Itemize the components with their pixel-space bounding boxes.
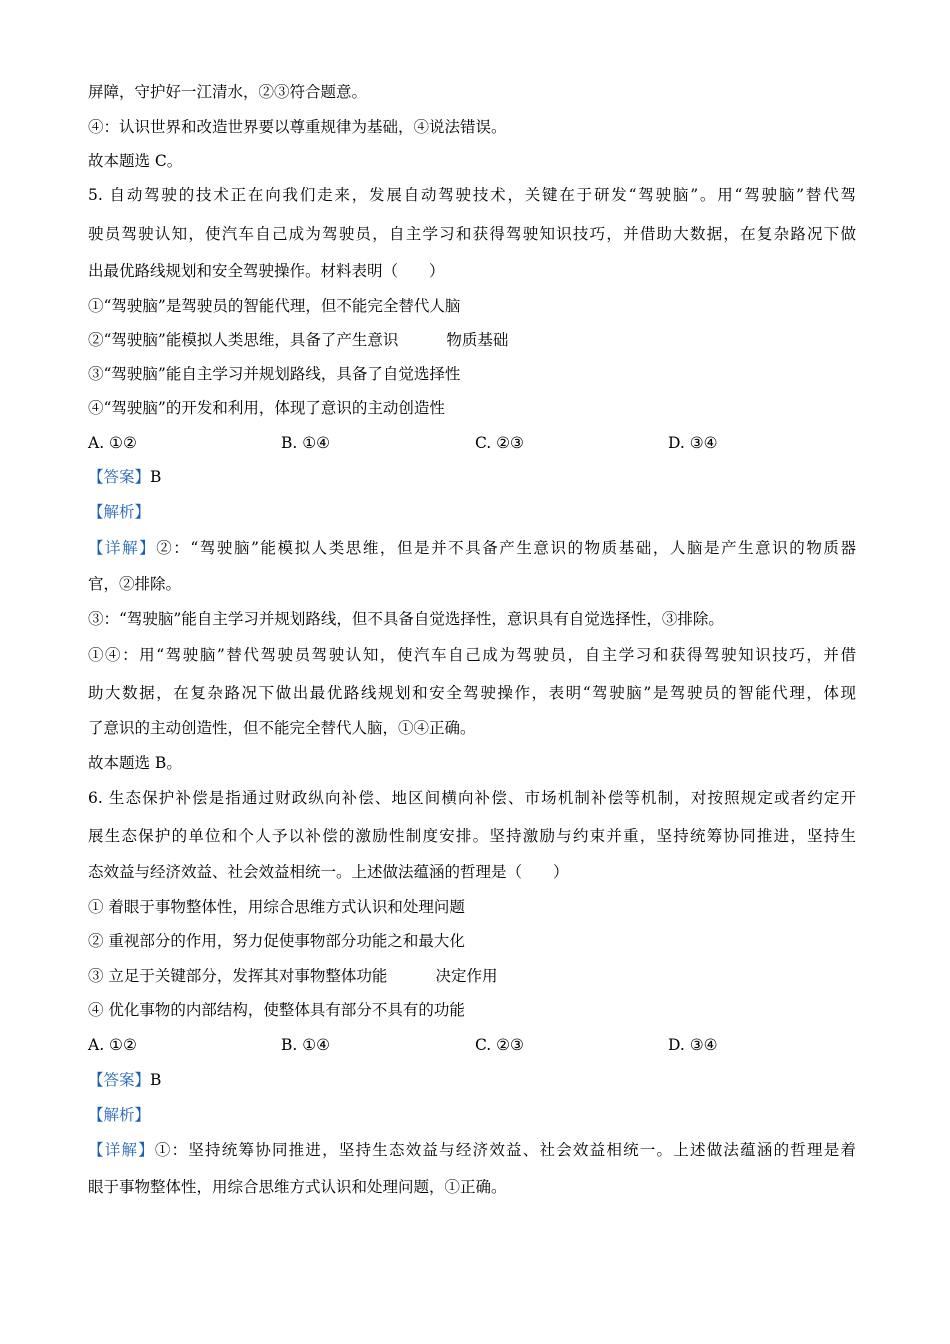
text-line: 了意识的主动创造性，但不能完全替代人脑，①④正确。 — [88, 719, 476, 737]
statement-2 — [88, 330, 508, 350]
option-b: B. ①④ — [281, 1036, 331, 1054]
text-line: 眼于事物整体性，用综合思维方式认识和处理问题，①正确。 — [88, 1178, 507, 1196]
text-line: 屏障，守护好一江清水，②③符合题意。 — [88, 83, 368, 101]
text-line: ①④：用“驾驶脑”替代驾驶员驾驶认知，使汽车自己成为驾驶员，自主学习和获得驾驶知识技巧，并借 — [88, 646, 856, 664]
analysis-line — [88, 502, 150, 522]
question-5-stem: 5. 自动驾驶的技术正在向我们走来，发展自动驾驶技术，关键在于研发“驾驶脑”。用“驾驶脑”替代驾 — [88, 186, 856, 204]
option-b: B. ①④ — [281, 434, 331, 452]
question-6-stem: 态效益与经济效益、社会效益相统一。上述做法蕴涵的哲理是（ ） — [88, 863, 569, 881]
answer-value: B — [150, 468, 162, 486]
analysis-tag: 【解析】 — [88, 503, 151, 521]
statement-1: ① 着眼于事物整体性，用综合思维方式认识和处理问题 — [88, 898, 465, 916]
detail-line — [88, 538, 856, 558]
detail-line — [88, 1140, 856, 1160]
detail-tag: 【详解】 — [88, 1141, 155, 1159]
statement-3 — [88, 966, 497, 986]
question-6-stem: 6. 生态保护补偿是指通过财政纵向补偿、地区间横向补偿、市场机制补偿等机制，对按照规定或者约定开 — [88, 789, 856, 807]
text-line: 故本题选 B。 — [88, 754, 182, 772]
question-6-stem: 展生态保护的单位和个人予以补偿的激励性制度安排。坚持激励与约束并重，坚持统筹协同推进，坚持生 — [88, 827, 856, 845]
statement-3: ③“驾驶脑”能自主学习并规划路线，具备了自觉选择性 — [88, 365, 461, 383]
answer-value: B — [150, 1071, 162, 1089]
option-d: D. ③④ — [668, 1036, 718, 1054]
statement-4: ④“驾驶脑”的开发和利用，体现了意识的主动创造性 — [88, 399, 445, 417]
answer-line — [88, 1070, 161, 1090]
statement-text: ②“驾驶脑”能模拟人类思维，具备了产生意识 — [88, 331, 399, 349]
detail-tag: 【详解】 — [88, 539, 157, 557]
text-line: ③：“驾驶脑”能自主学习并规划路线，但不具备自觉选择性，意识具有自觉选择性，③排除。 — [88, 610, 724, 628]
analysis-line — [88, 1105, 150, 1125]
statement-text: ③ 立足于关键部分，发挥其对事物整体功能 — [88, 967, 388, 985]
statement-2: ② 重视部分的作用，努力促使事物部分功能之和最大化 — [88, 932, 465, 950]
option-a: A. ①② — [88, 1036, 137, 1054]
answer-tag: 【答案】 — [88, 1071, 151, 1089]
text-line: 助大数据，在复杂路况下做出最优路线规划和安全驾驶操作，表明“驾驶脑”是驾驶员的智能代理，体现 — [88, 684, 856, 702]
option-c: C. ②③ — [475, 1036, 524, 1054]
text-line: ④：认识世界和改造世界要以尊重规律为基础，④说法错误。 — [88, 118, 507, 136]
analysis-tag: 【解析】 — [88, 1106, 151, 1124]
question-5-stem: 出最优路线规划和安全驾驶操作。材料表明（ ） — [88, 262, 445, 280]
statement-text: 决定作用 — [435, 967, 498, 985]
text-line: 官，②排除。 — [88, 575, 182, 593]
answer-tag: 【答案】 — [88, 468, 151, 486]
option-a: A. ①② — [88, 434, 137, 452]
option-c: C. ②③ — [475, 434, 524, 452]
detail-text: ①：坚持统筹协同推进，坚持生态效益与经济效益、社会效益相统一。上述做法蕴涵的哲理是着 — [154, 1141, 856, 1159]
statement-4: ④ 优化事物的内部结构，使整体具有部分不具有的功能 — [88, 1001, 465, 1019]
detail-text: ②：“驾驶脑”能模拟人类思维，但是并不具备产生意识的物质基础，人脑是产生意识的物质器 — [156, 539, 856, 557]
option-d: D. ③④ — [668, 434, 718, 452]
statement-1: ①“驾驶脑”是驾驶员的智能代理，但不能完全替代人脑 — [88, 297, 461, 315]
question-5-stem: 驶员驾驶认知，使汽车自己成为驾驶员，自主学习和获得驾驶知识技巧，并借助大数据，在复杂路况下做 — [88, 225, 856, 243]
text-line: 故本题选 C。 — [88, 152, 183, 170]
answer-line — [88, 467, 161, 487]
statement-text: 物质基础 — [446, 331, 509, 349]
